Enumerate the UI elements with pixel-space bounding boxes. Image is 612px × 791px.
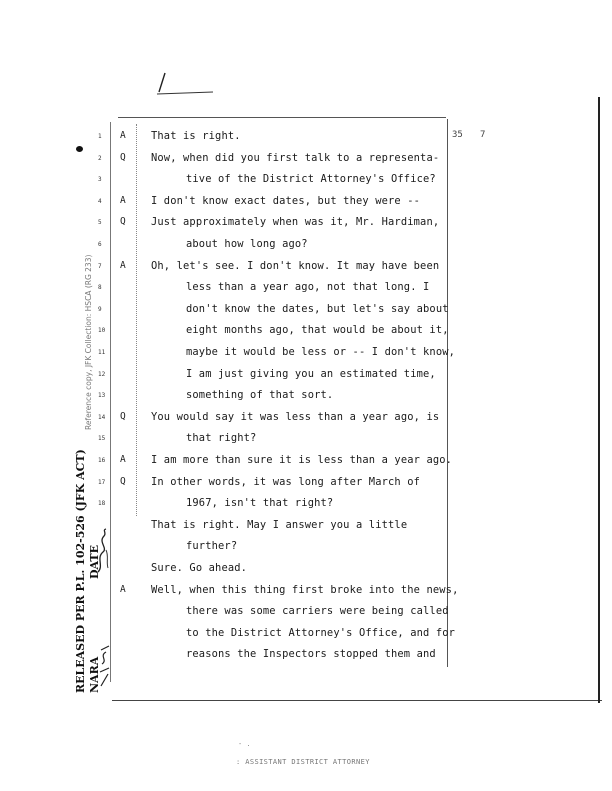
transcript-text: there was some carriers were being called (186, 605, 449, 618)
transcript-text: that right? (186, 432, 257, 445)
speaker-label: A (120, 194, 126, 206)
line-number: 13 (98, 392, 106, 400)
transcript-box-top-border (118, 117, 446, 118)
speaker-label: Q (120, 216, 126, 228)
transcript-text: In other words, it was long after March of (151, 475, 421, 488)
transcript-box-left-border (110, 122, 111, 682)
transcript-text: I am more than sure it is less than a year ago. (151, 454, 453, 466)
line-number: 16 (98, 457, 106, 464)
transcript-text: That is right. May I answer you a little (151, 518, 408, 531)
footer-text: : ASSISTANT DISTRICT ATTORNEY (236, 758, 370, 766)
stamp-date-label: DATE (88, 545, 101, 580)
line-number: 15 (98, 435, 106, 443)
transcript-text: Now, when did you first talk to a representa- (151, 151, 440, 164)
line-number: 17 (98, 478, 106, 486)
transcript-text: Just approximately when was it, Mr. Hardiman, (151, 216, 440, 229)
speaker-label: Q (120, 475, 126, 487)
line-number: 3 (98, 176, 102, 184)
page-right-edge (598, 97, 600, 703)
speaker-label: Q (120, 410, 126, 422)
line-number: 5 (98, 219, 102, 227)
transcript-text: Oh, let's see. I don't know. It may have been (151, 259, 440, 272)
page-number: 35 (452, 130, 463, 140)
line-number: 2 (98, 154, 102, 162)
release-stamp: RELEASED PER P.L. 102-526 (JFK ACT) (74, 449, 87, 693)
page-bottom-border (112, 700, 602, 701)
speaker-label: Q (120, 151, 126, 163)
transcript-text: Well, when this thing first broke into the news, (151, 583, 459, 596)
stamp-nara-label: NARA (88, 656, 101, 693)
line-number: 10 (98, 327, 106, 335)
handwritten-mark (155, 70, 215, 96)
speaker-label: A (120, 259, 126, 271)
transcript-text: don't know the dates, but let's say about (186, 302, 449, 315)
speaker-label: A (120, 454, 126, 465)
transcript-text: something of that sort. (186, 389, 334, 402)
transcript-text: 1967, isn't that right? (186, 497, 334, 510)
transcript-text: less than a year ago, not that long. I (186, 281, 430, 294)
line-number: 12 (98, 370, 106, 378)
transcript-text: reasons the Inspectors stopped them and (186, 648, 436, 661)
line-number: 14 (98, 413, 106, 421)
transcript-text: maybe it would be less or -- I don't know, (186, 346, 456, 358)
speaker-label: A (120, 130, 126, 141)
transcript-text: to the District Attorney's Office, and for (186, 626, 456, 639)
line-number: 4 (98, 197, 102, 205)
transcript-text: tive of the District Attorney's Office? (186, 173, 436, 186)
speaker-label: A (120, 583, 126, 595)
transcript-text: about how long ago? (186, 238, 308, 250)
line-number: 1 (98, 133, 102, 140)
line-number: 11 (98, 349, 106, 356)
line-number: 6 (98, 241, 102, 248)
speaker-column-divider (136, 124, 137, 516)
transcript-text: That is right. (151, 130, 241, 142)
transcript-text: I don't know exact dates, but they were -- (151, 194, 421, 207)
footer-mark: - . (238, 740, 251, 748)
date-handwriting (96, 644, 114, 688)
line-number: 18 (98, 500, 106, 508)
transcript-text: You would say it was less than a year ago, is (151, 410, 440, 423)
line-number: 9 (98, 305, 102, 313)
transcript-text: eight months ago, that would be about it, (186, 324, 449, 337)
line-number: 7 (98, 262, 102, 270)
ink-blot (76, 146, 83, 152)
transcript-text: I am just giving you an estimated time, (186, 367, 436, 380)
signature-scrawl (94, 528, 112, 574)
page-mark: 7 (480, 130, 486, 140)
transcript-text: further? (186, 540, 238, 553)
reference-copy-note: Reference copy, JFK Collection: HSCA (RG 233) (84, 254, 93, 430)
transcript-text: Sure. Go ahead. (151, 562, 248, 574)
line-number: 8 (98, 284, 102, 292)
